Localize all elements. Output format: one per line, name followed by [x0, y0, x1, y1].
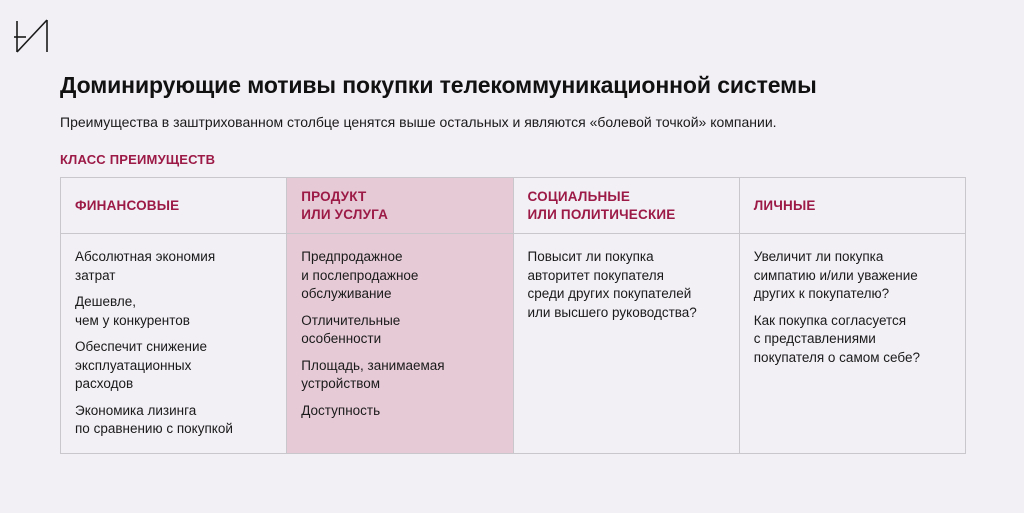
column-body: [740, 234, 965, 375]
column-header-label: ПРОДУКТ ИЛИ УСЛУГА: [301, 188, 389, 222]
list-item: Дешевле, чем у конкурентов: [75, 294, 190, 328]
list-item: Обеспечит снижение эксплуатационных расходов: [75, 339, 208, 391]
page-title: Доминирующие мотивы покупки телекоммуникационной системы: [60, 72, 817, 98]
column-body: [514, 234, 739, 330]
column-header: [514, 178, 739, 234]
list-item: Повысит ли покупка авторитет покупателя среди других покупателей или высшего руководства?: [527, 249, 697, 320]
monogram-logo-icon: [14, 18, 50, 54]
column-personal: [739, 178, 965, 453]
column-body: [287, 234, 512, 428]
column-header-label: ЛИЧНЫЕ: [753, 197, 816, 213]
list-item: Как покупка согласуется с представлениями покупателя о самом себе?: [753, 312, 920, 365]
list-item: Отличительные особенности: [301, 312, 401, 346]
list-item: Абсолютная экономия затрат: [75, 249, 216, 283]
section-label: КЛАСС ПРЕИМУЩЕСТВ: [60, 152, 216, 167]
column-social-political: [513, 178, 739, 453]
column-header-label: ФИНАНСОВЫЕ: [75, 197, 180, 213]
column-product-service: [286, 178, 512, 453]
list-item: Доступность: [301, 402, 381, 418]
column-body: [61, 234, 286, 447]
column-header: [740, 178, 965, 234]
column-header: [61, 178, 286, 234]
list-item: Экономика лизинга по сравнению с покупкой: [75, 402, 233, 436]
page-subtitle: Преимущества в заштрихованном столбце ценятся выше остальных и являются «болевой точкой» компании.: [60, 114, 777, 130]
list-item: Площадь, занимаемая устройством: [301, 357, 445, 391]
column-financial: [61, 178, 286, 453]
benefits-table: [60, 177, 966, 454]
list-item: Увеличит ли покупка симпатию и/или уважение других к покупателю?: [753, 249, 918, 301]
column-header: [287, 178, 512, 234]
list-item: Предпродажное и послепродажное обслуживание: [301, 249, 419, 301]
column-header-label: СОЦИАЛЬНЫЕ ИЛИ ПОЛИТИЧЕСКИЕ: [527, 188, 676, 222]
